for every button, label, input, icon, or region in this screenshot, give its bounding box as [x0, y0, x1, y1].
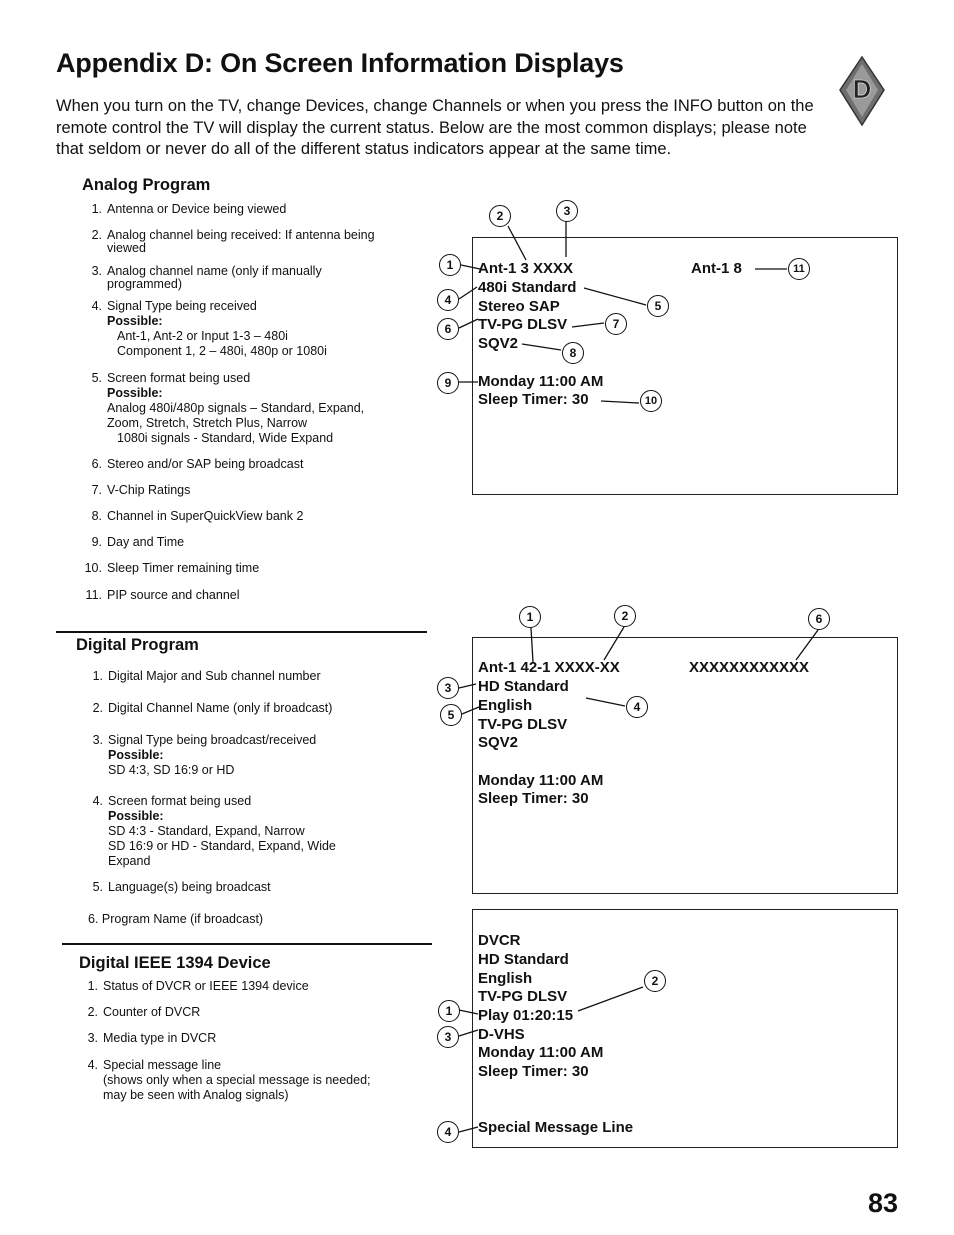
callout-marker: 6 [808, 608, 830, 630]
callout-marker: 4 [437, 1121, 459, 1143]
callout-marker: 4 [437, 289, 459, 311]
ieee-screen-time: Monday 11:00 AM [478, 1044, 604, 1061]
callout-marker: 3 [437, 677, 459, 699]
ieee-screen-sleep: Sleep Timer: 30 [478, 1063, 589, 1080]
appendix-d-tab-icon [838, 56, 886, 126]
callout-marker: 7 [605, 313, 627, 335]
list-item: 1. Antenna or Device being viewed [91, 202, 287, 216]
digital-screen-time: Monday 11:00 AM [478, 772, 604, 789]
list-item: 3. Signal Type being broadcast/received Possible: SD 4:3, SD 16:9 or HD [92, 733, 317, 777]
list-item: 6. Stereo and/or SAP being broadcast [91, 457, 304, 471]
digital-screen-language: English [478, 697, 533, 714]
analog-screen-time: Monday 11:00 AM [478, 373, 604, 390]
list-item: 8. Channel in SuperQuickView bank 2 [91, 509, 304, 523]
callout-marker: 1 [438, 1000, 460, 1022]
ieee-screen-language: English [478, 970, 533, 987]
callout-marker: 4 [626, 696, 648, 718]
list-item: 2. Digital Channel Name (only if broadcast) [92, 701, 333, 715]
ieee-screen-media: D-VHS [478, 1026, 525, 1043]
list-item: 4. Screen format being used Possible: SD 4:3 - Standard, Expand, Narrow SD 16:9 or HD - Standard, Expand, Wide Expand [92, 794, 336, 868]
list-item: 4. Signal Type being received Possible: Ant-1, Ant-2 or Input 1-3 – 480i Component 1, 2 – 480i, 480p or 1080i [91, 299, 327, 358]
callout-marker: 2 [614, 605, 636, 627]
page-number: 83 [868, 1188, 899, 1218]
ieee-screen-device: DVCR [478, 932, 521, 949]
list-item: 2. Counter of DVCR [87, 1005, 201, 1019]
analog-screen-rating: TV-PG DLSV [478, 316, 568, 333]
list-item: 5. Language(s) being broadcast [92, 880, 271, 894]
list-item: 11. PIP source and channel [85, 588, 240, 602]
ieee-screen-display [472, 909, 898, 1148]
callout-marker: 2 [489, 205, 511, 227]
digital-screen-channel: Ant-1 42-1 XXXX-XX [478, 659, 620, 676]
list-item: 3. Analog channel name (only if manually programmed) [91, 264, 322, 291]
digital-screen-program: XXXXXXXXXXXX [689, 659, 810, 676]
ieee-screen-rating: TV-PG DLSV [478, 988, 568, 1005]
section-divider [62, 943, 432, 945]
callout-marker: 5 [440, 704, 462, 726]
tab-letter: D [852, 74, 872, 104]
page-title: Appendix D: On Screen Information Displays [56, 48, 624, 78]
callout-marker: 1 [519, 606, 541, 628]
list-item: 7. V-Chip Ratings [91, 483, 191, 497]
callout-marker: 6 [437, 318, 459, 340]
list-item: 5. Screen format being used Possible: Analog 480i/480p signals – Standard, Expand, Zoom, Stretch, Stretch Plus, Narrow 1080i signals - Standard, Wide Expand [91, 371, 365, 445]
list-item: 10. Sleep Timer remaining time [84, 561, 260, 575]
ieee-screen-message: Special Message Line [478, 1119, 634, 1136]
callout-marker: 2 [644, 970, 666, 992]
ieee-section-title: Digital IEEE 1394 Device [79, 954, 271, 972]
digital-screen-sleep: Sleep Timer: 30 [478, 790, 589, 807]
analog-screen-pip: Ant-1 8 [691, 260, 742, 277]
list-item: 1. Status of DVCR or IEEE 1394 device [87, 979, 309, 993]
list-item: 3. Media type in DVCR [87, 1031, 217, 1045]
analog-screen-channel: Ant-1 3 XXXX [478, 260, 574, 277]
list-item: 4. Special message line (shows only when a special message is needed; may be seen with Analog signals) [87, 1058, 371, 1102]
callout-marker: 3 [437, 1026, 459, 1048]
analog-section-title: Analog Program [82, 176, 211, 194]
digital-screen-sqv: SQV2 [478, 734, 519, 751]
analog-screen-sqv: SQV2 [478, 335, 519, 352]
intro-paragraph: When you turn on the TV, change Devices, change Channels or when you press the INFO button on the remote control the TV will display the current status. Below are the most common displays; please note that seldom or never do all of the different status indicators appear at the same time. [56, 97, 814, 158]
callout-marker: 9 [437, 372, 459, 394]
digital-screen-format: HD Standard [478, 678, 569, 695]
callout-marker: 5 [647, 295, 669, 317]
callout-marker: 3 [556, 200, 578, 222]
ieee-screen-format: HD Standard [478, 951, 569, 968]
callout-marker: 10 [640, 390, 662, 412]
ieee-screen-counter: Play 01:20:15 [478, 1007, 574, 1024]
callout-marker: 1 [439, 254, 461, 276]
analog-screen-format: 480i Standard [478, 279, 577, 296]
list-item: 1. Digital Major and Sub channel number [92, 669, 321, 683]
analog-screen-audio: Stereo SAP [478, 298, 560, 315]
callout-marker: 11 [788, 258, 810, 280]
digital-screen-rating: TV-PG DLSV [478, 716, 568, 733]
list-item: 9. Day and Time [91, 535, 185, 549]
analog-screen-sleep: Sleep Timer: 30 [478, 391, 589, 408]
list-item: 6. Program Name (if broadcast) [88, 912, 264, 926]
digital-section-title: Digital Program [76, 636, 199, 654]
section-divider [56, 631, 427, 633]
list-item: 2. Analog channel being received: If antenna being viewed [91, 228, 375, 255]
callout-marker: 8 [562, 342, 584, 364]
